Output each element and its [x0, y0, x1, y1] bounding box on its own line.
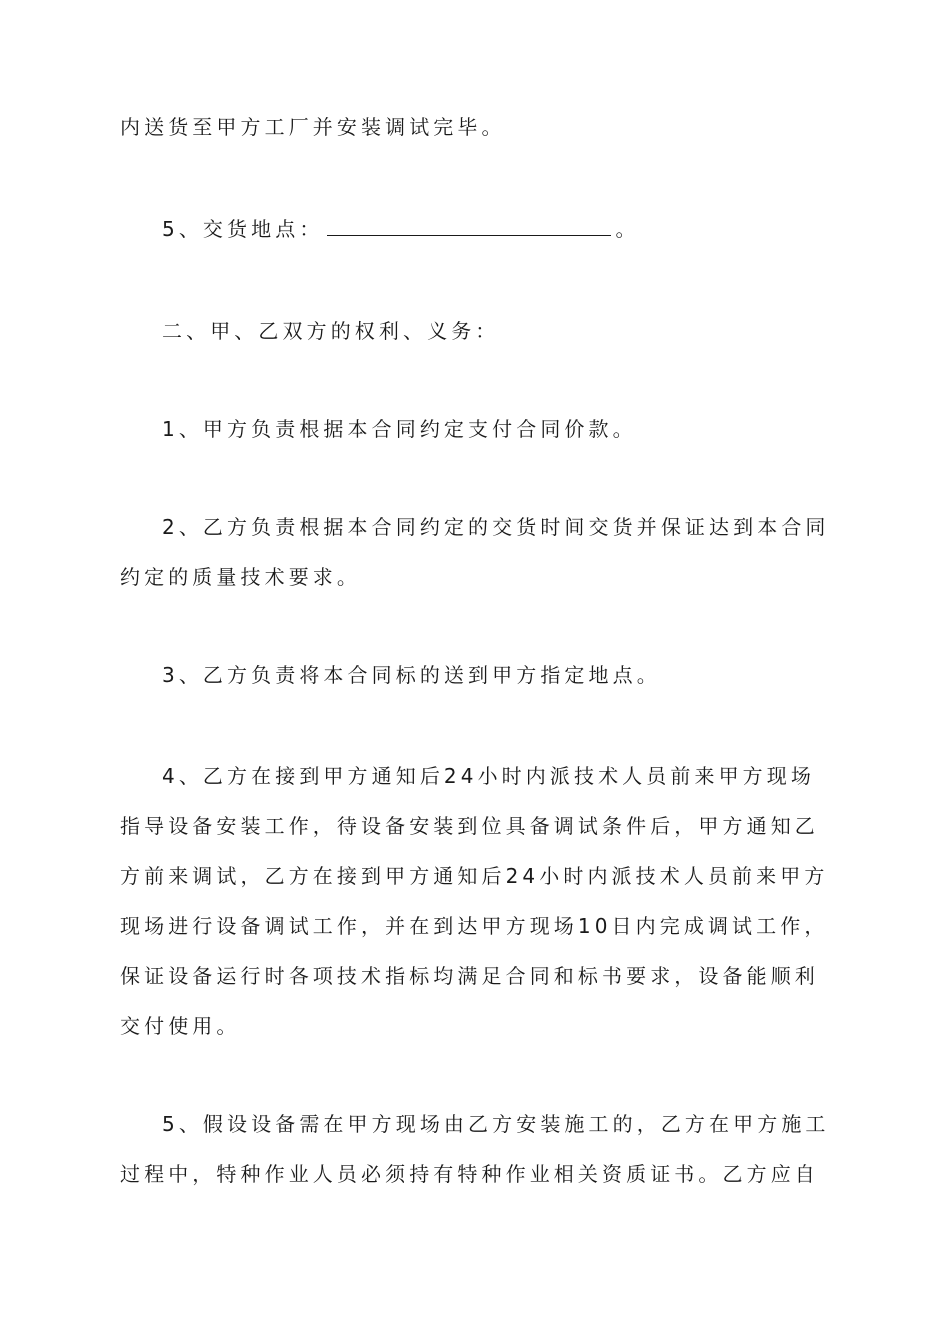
paragraph-line: 过程中，特种作业人员必须持有特种作业相关资质证书。乙方应自: [120, 1162, 819, 1186]
paragraph-line: 保证设备运行时各项技术指标均满足合同和标书要求，设备能顺利: [120, 964, 819, 988]
paragraph-line: 交付使用。: [120, 1014, 241, 1038]
section-heading: 二、甲、乙双方的权利、义务：: [162, 319, 500, 343]
delivery-location-item: [162, 215, 832, 243]
paragraph-line: 3、乙方负责将本合同标的送到甲方指定地点。: [162, 663, 661, 687]
delivery-location-end: 。: [615, 217, 640, 241]
paragraph-line: 约定的质量技术要求。: [120, 565, 361, 589]
paragraph-line: 内送货至甲方工厂并安装调试完毕。: [120, 115, 506, 139]
paragraph-line: 2、乙方负责根据本合同约定的交货时间交货并保证达到本合同: [162, 515, 830, 539]
paragraph-line: 方前来调试，乙方在接到甲方通知后24小时内派技术人员前来甲方: [120, 864, 829, 888]
delivery-location-blank: [327, 219, 611, 236]
paragraph-line: 1、甲方负责根据本合同约定支付合同价款。: [162, 417, 637, 441]
paragraph-line: 现场进行设备调试工作，并在到达甲方现场10日内完成调试工作，: [120, 914, 829, 938]
paragraph-line: 5、假设设备需在甲方现场由乙方安装施工的，乙方在甲方施工: [162, 1112, 830, 1136]
delivery-location-label: 5、交货地点：: [162, 217, 324, 241]
paragraph-line: 4、乙方在接到甲方通知后24小时内派技术人员前来甲方现场: [162, 764, 815, 788]
paragraph-line: 指导设备安装工作，待设备安装到位具备调试条件后，甲方通知乙: [120, 814, 819, 838]
